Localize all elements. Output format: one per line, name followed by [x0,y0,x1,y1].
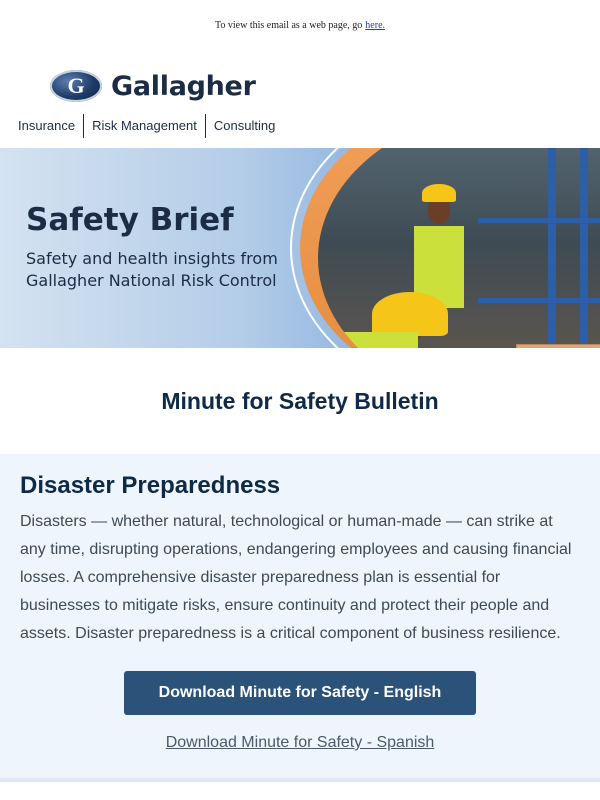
article-heading: Disaster Preparedness [20,472,281,499]
preheader-text: To view this email as a web page, go [214,19,363,31]
warehouse-workers-image [318,148,600,348]
tagline-insurance: Insurance [18,118,76,133]
hero-banner [0,148,600,348]
bulletin-title: Minute for Safety Bulletin [161,387,439,414]
brand-tagline [18,114,283,138]
web-view-link[interactable]: here. [365,19,386,31]
shelf-beam [478,218,600,223]
next-section-peek [0,782,600,800]
shelf-beam [478,298,600,303]
logo-header [0,50,600,148]
logo-mark: G [67,73,85,98]
shelf-post [580,148,588,348]
hero-subtitle: Safety and health insights from Gallagher National Risk Control [26,249,278,290]
email-preheader [0,0,600,50]
brand-name: Gallagher [111,70,256,102]
download-english-button[interactable]: Download Minute for Safety - English [124,671,476,715]
gallagher-logo[interactable] [50,70,256,102]
tagline-consulting: Consulting [213,118,276,133]
shelf-post [548,148,556,348]
article-panel [0,454,600,778]
cardboard-box [516,344,600,348]
tagline-risk-management: Risk Management [92,118,197,133]
globe-logo-icon [50,70,102,102]
article-body: Disasters — whether natural, technological or human-made — can strike at any time, disrupting operations, endangering employees and causing financial losses. A comprehensive disaster preparedness plan is essential for businesses to mitigate risks, ensure continuity and protect their people and assets. Disaster preparedness is a critical component of business resilience. [20,513,572,642]
hard-hat-icon [422,184,456,202]
hero-title: Safety Brief [26,202,234,238]
download-spanish-link[interactable]: Download Minute for Safety - Spanish [165,734,435,751]
hard-hat-icon [372,292,448,336]
safety-vest [328,332,418,348]
